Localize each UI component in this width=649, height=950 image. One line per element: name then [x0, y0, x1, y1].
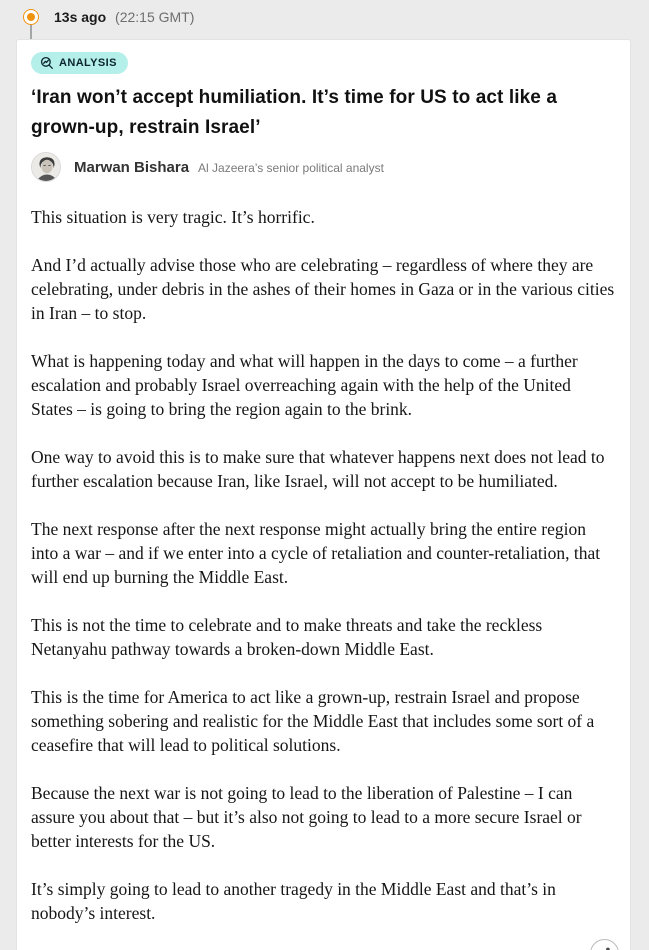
author-byline: [31, 152, 616, 182]
share-nodes-icon: [597, 946, 612, 950]
post-timestamp-row: [0, 0, 649, 26]
article-paragraph: This is not the time to celebrate and to make threats and take the reckless Netanyahu pathway towards a broken-down Middle East.: [31, 615, 543, 659]
article-paragraph: And I’d actually advise those who are celebrating – regardless of where they are celebrating, under debris in the ashes of their homes in Gaza or in the various cities in Iran – to stop.: [31, 255, 615, 323]
analysis-badge[interactable]: [31, 52, 128, 74]
analysis-badge-label: ANALYSIS: [59, 57, 117, 69]
analysis-magnifier-chart-icon: [40, 56, 54, 70]
live-blog-post-card: [16, 39, 631, 950]
article-paragraph: This situation is very tragic. It’s horrific.: [31, 207, 315, 227]
time-ago-label: 13s ago: [54, 9, 107, 25]
article-paragraph: What is happening today and what will happen in the days to come – a further escalation and probably Israel overreaching again with the help of the United States – is going to bring the region again to the brink.: [31, 351, 578, 419]
article-paragraph: This is the time for America to act like a grown-up, restrain Israel and propose something sobering and realistic for the Middle East that includes some sort of a ceasefire that will lead to political solutions.: [31, 687, 595, 755]
post-headline: ‘Iran won’t accept humiliation. It’s time for US to act like a grown-up, restrain Israel’: [31, 87, 557, 138]
post-timestamp: [54, 9, 194, 25]
article-paragraph: It’s simply going to lead to another tragedy in the Middle East and that’s in nobody’s interest.: [31, 879, 556, 923]
article-paragraph: The next response after the next response might actually bring the entire region into a war – and if we enter into a cycle of retaliation and counter-retaliation, that will end up burning the Middle East.: [31, 519, 601, 587]
author-role: Al Jazeera’s senior political analyst: [198, 161, 384, 175]
article-paragraph: Because the next war is not going to lead to the liberation of Palestine – I can assure you about that – but it’s also not going to lead to a more secure Israel or better interests for the US.: [31, 783, 582, 851]
timeline-bullet-icon: [23, 9, 39, 25]
article-paragraph: One way to avoid this is to make sure that whatever happens next does not lead to further escalation because Iran, like Israel, will not accept to be humiliated.: [31, 447, 605, 491]
author-name[interactable]: Marwan Bishara: [74, 158, 190, 176]
author-portrait-photo: [31, 152, 61, 182]
time-gmt-label: (22:15 GMT): [115, 9, 195, 25]
share-button[interactable]: [590, 939, 619, 950]
article-body: [30, 205, 616, 925]
